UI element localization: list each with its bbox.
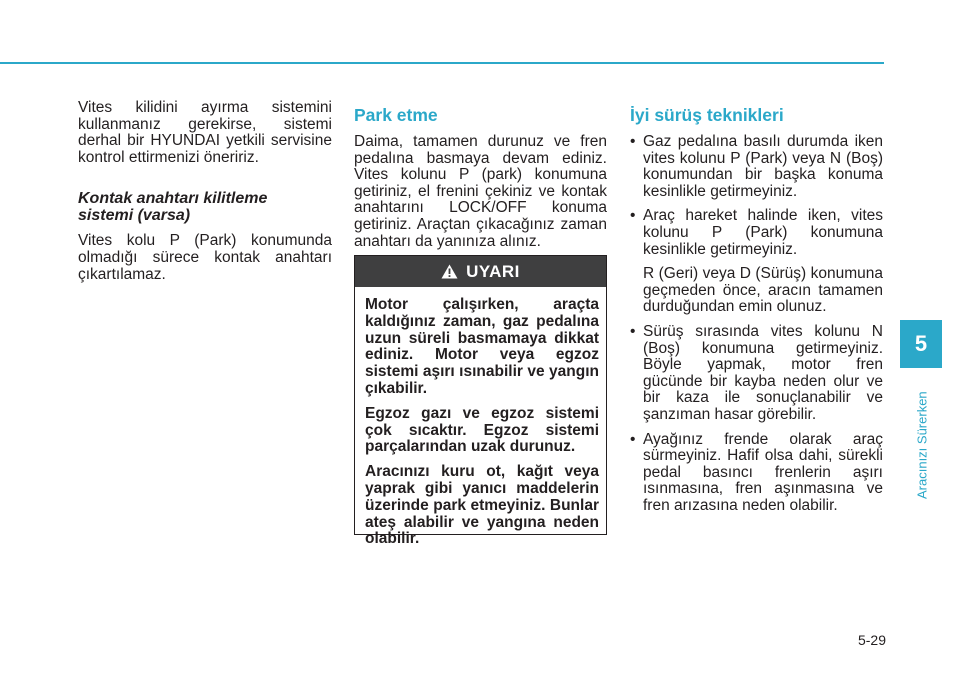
- column-left: [78, 100, 332, 291]
- warning-body: [355, 287, 606, 548]
- column-middle: [354, 100, 607, 258]
- list-item: [630, 324, 883, 424]
- warning-header: [355, 256, 606, 287]
- bullet-marker: •: [630, 430, 636, 448]
- list-item-text: Gaz pedalına basılı durumda iken vites kolunu P (Park) veya N (Boş) konumundan bir başka konuma kesinlikle getirmeyiniz.: [643, 133, 883, 200]
- subsection-heading-line1: Kontak anahtarı kilitleme: [78, 190, 268, 208]
- section-title-parking: Park etme: [354, 105, 438, 125]
- driving-tips-list: [630, 134, 883, 514]
- warning-box: [354, 255, 607, 548]
- subsection-heading: [78, 190, 332, 224]
- bullet-marker: •: [630, 322, 636, 340]
- list-item-continuation: R (Geri) veya D (Sürüş) konumuna geçmeden önce, aracın tamamen durduğundan emin olunuz.: [643, 265, 883, 316]
- parking-paragraph: Daima, tamamen durunuz ve fren pedalına basmaya devam ediniz. Vites kolunu P (park) konumuna getiriniz, el frenini çekiniz ve kontak anahtarını LOCK/OFF konuma getiriniz. Araçtan çıkacağınız zaman anahtarı da yanınıza alınız.: [354, 133, 607, 250]
- subsection-heading-line2: sistemi (varsa): [78, 207, 191, 225]
- list-item-text: Ayağınız frende olarak araç sürmeyiniz. Hafif olsa dahi, sürekli pedal basıncı frenlerin aşırı ısınmasına, fren aşınmasına ve fren arızasına neden olabilir.: [643, 430, 883, 514]
- list-item: [630, 432, 883, 515]
- column-right: [630, 100, 883, 522]
- list-item-text: Araç hareket halinde iken, vites kolunu P (Park) konumuna kesinlikle getirmeyiniz.: [643, 207, 883, 258]
- chapter-label: Aracınızı Sürerken: [914, 391, 930, 499]
- list-item-text: Sürüş sırasında vites kolunu N (Boş) konumuna getirmeyiniz. Böyle yapmak, motor fren gücünde bir kayba neden olur ve bir kaza ile sonuçlanabilir ve şanzıman hasar görebilir.: [643, 322, 883, 423]
- list-item: [630, 134, 883, 200]
- warning-label: UYARI: [466, 261, 520, 281]
- warning-paragraph: Aracınızı kuru ot, kağıt veya yaprak gibi yanıcı maddelerin üzerinde park etmeyiniz. Bunlar ateş alabilir ve yangına neden olabilir.: [365, 463, 599, 548]
- section-title-driving: İyi sürüş teknikleri: [630, 105, 784, 125]
- key-lock-paragraph: Vites kolu P (Park) konumunda olmadığı sürece kontak anahtarı çıkartılamaz.: [78, 232, 332, 283]
- warning-paragraph: Egzoz gazı ve egzoz sistemi çok sıcaktır. Egzoz sistemi parçalarından uzak durunuz.: [365, 404, 599, 456]
- page-number: 5-29: [857, 632, 886, 648]
- list-item: [630, 208, 883, 316]
- bullet-marker: •: [630, 207, 636, 225]
- header-rule: [0, 62, 884, 64]
- warning-triangle-icon: [441, 264, 458, 279]
- warning-paragraph: Motor çalışırken, araçta kaldığınız zaman, gaz pedalına uzun süreli basmamaya dikkat ediniz. Motor veya egzoz sistemi aşırı ısınabilir ve yangın çıkabilir.: [365, 296, 599, 397]
- chapter-tab: 5: [900, 320, 942, 368]
- bullet-marker: •: [630, 133, 636, 150]
- intro-paragraph: Vites kilidini ayırma sistemini kullanmanız gerekirse, sistemi derhal bir HYUNDAI yetkili servisine kontrol ettirmenizi öneririz.: [78, 99, 332, 166]
